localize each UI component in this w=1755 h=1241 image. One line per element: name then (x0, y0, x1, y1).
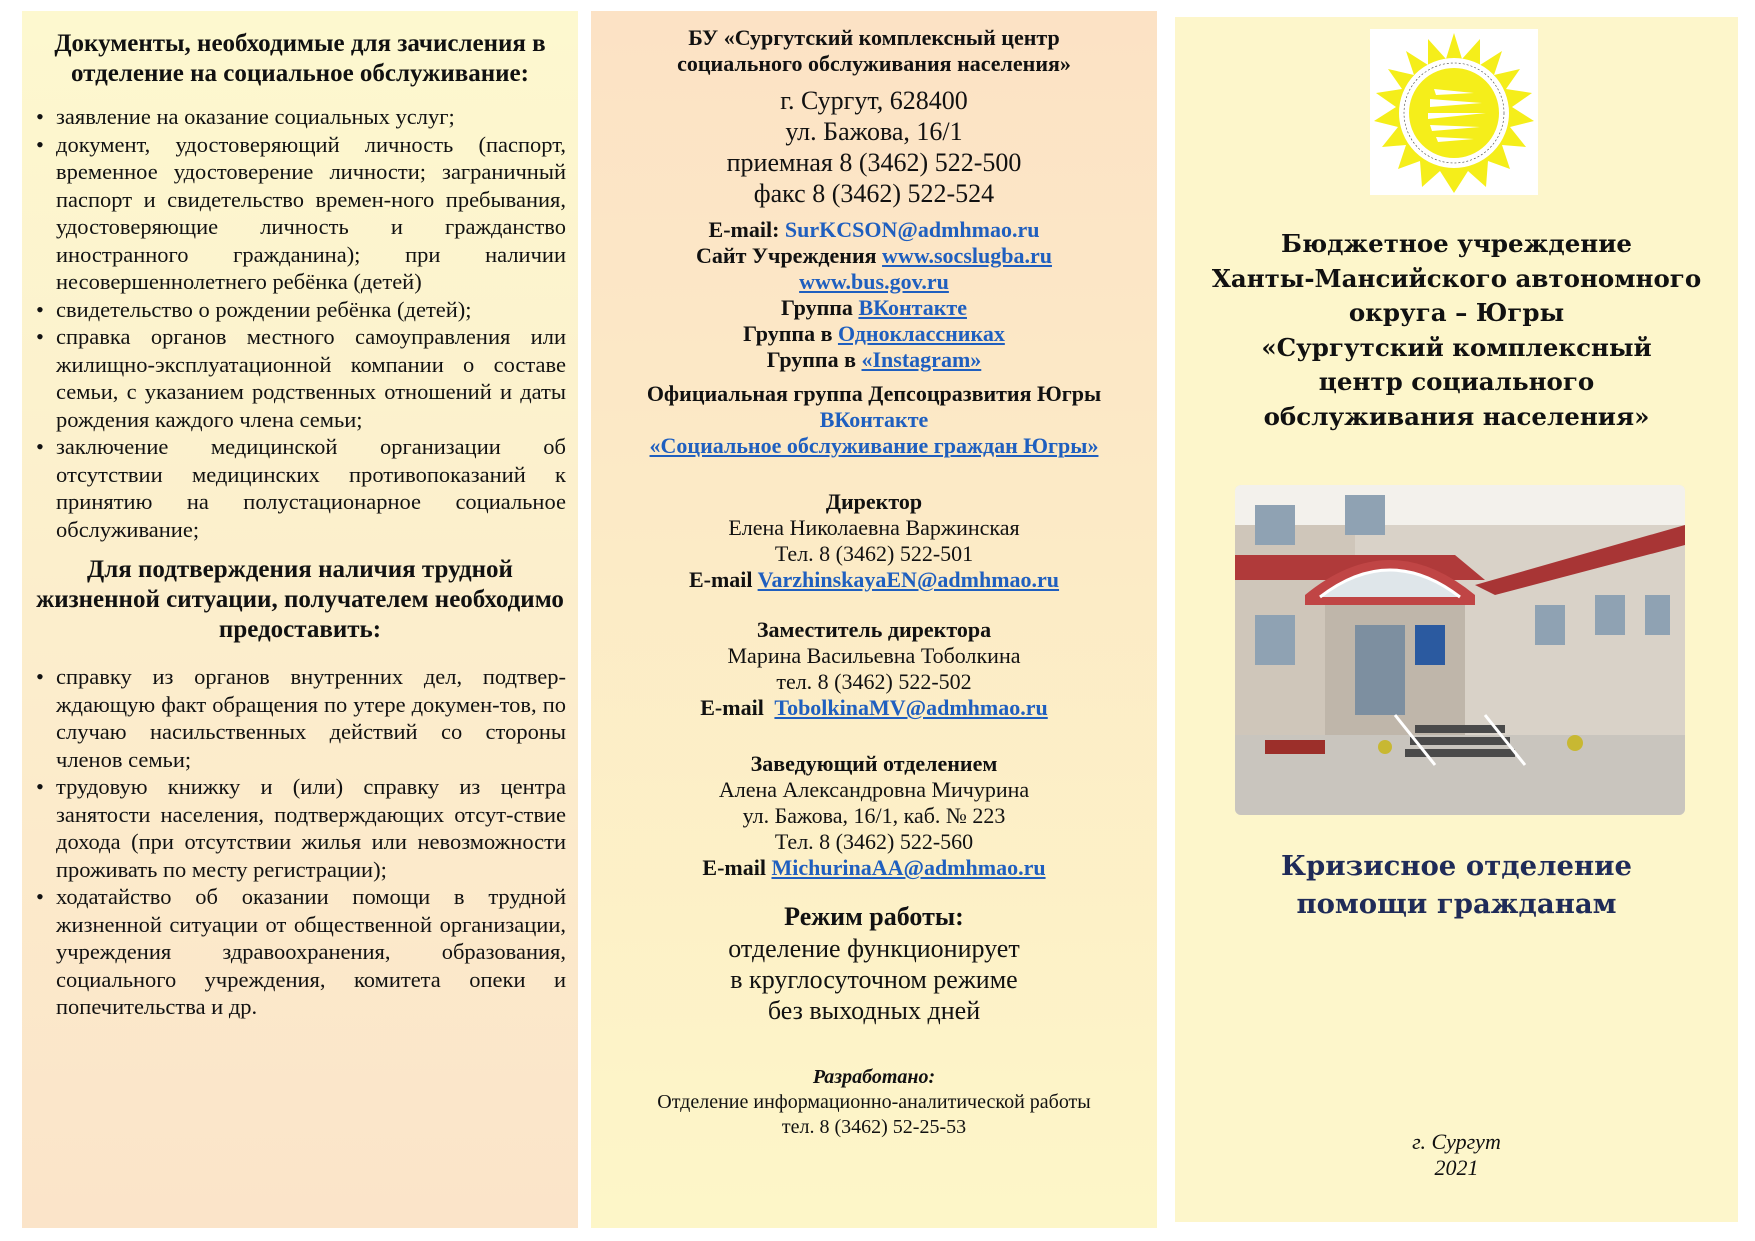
email-label: E-mail (688, 567, 753, 592)
org-line: «Сургутский комплексный (1261, 332, 1652, 362)
org-name-line1: БУ «Сургутский комплексный центр (688, 25, 1060, 50)
director-name: Елена Николаевна Варжинская (728, 515, 1020, 540)
deputy-title: Заместитель директора (756, 617, 992, 642)
head-email-link[interactable]: MichurinaAA@admhmao.ru (771, 855, 1046, 880)
department-title-line1: Кризисное отделение (1281, 850, 1632, 882)
bullet-icon: • (36, 296, 44, 322)
head-title: Заведующий отделением (750, 751, 998, 776)
cover-panel (1175, 17, 1738, 1222)
street: ул. Бажова, 16/1 (785, 117, 963, 146)
director-phone: Тел. 8 (3462) 522-501 (774, 541, 974, 566)
list-item: • ходатайство об оказании помощи в трудной жизненной ситуации от общественной организации, учреждения здравоохранения, образования, социального учреждения, комитета опеки и попечительства и др. (36, 884, 566, 1019)
org-email-link[interactable]: SurKCSON@admhmao.ru (784, 217, 1040, 242)
left-panel (22, 11, 578, 1228)
fax: факс 8 (3462) 522-524 (753, 179, 995, 208)
list-item: • свидетельство о рождении ребёнка (детей); (36, 296, 472, 322)
org-line: округа – Югры (1348, 298, 1565, 327)
list-item: • справку из органов внутренних дел, подтвер-ждающую факт обращения по утере докумен-тов, по случаю насильственных действий со стороны членов семьи; (36, 664, 566, 772)
vk-group-label: Группа (781, 295, 853, 320)
bullet-icon: • (36, 104, 44, 129)
hardship-list (34, 663, 566, 1021)
instagram-link[interactable]: «Instagram» (861, 347, 982, 372)
org-name-line2: социального обслуживания населения» (677, 51, 1071, 76)
list-item: • заключение медицинской организации об отсутствии медицинских противопоказаний к принятию на полустационарное социальное обслуживание; (36, 434, 566, 542)
documents-heading: Документы, необходимые для зачисления в отделение на социальное обслуживание: (54, 30, 546, 87)
schedule-title: Режим работы: (784, 902, 964, 931)
org-line: Бюджетное учреждение (1281, 229, 1632, 258)
credit-block (591, 1065, 1157, 1140)
site-label: Сайт Учреждения (696, 243, 877, 268)
list-item: • справка органов местного самоуправления или жилищно-эксплуатационной компании о составе семьи, с указанием родственных отношений и даты рождения каждого члена семьи; (36, 324, 566, 432)
vk-link[interactable]: ВКонтакте (858, 295, 967, 320)
hardship-heading: Для подтверждения наличия трудной жизненной ситуации, получателем необходимо предоставить: (36, 556, 564, 643)
organization-title (1175, 227, 1738, 434)
list-item: • трудовую книжку и (или) справку из центра занятости населения, подтверждающих отсут-ствие дохода (при отсутствии жилья или невозможности проживать по месту регистрации); (36, 774, 566, 882)
official-group-link[interactable]: «Социальное обслуживание граждан Югры» (649, 433, 1099, 458)
deputy-block (601, 617, 1147, 721)
list-item: • заявление на оказание социальных услуг; (36, 104, 455, 129)
schedule-line: отделение функционирует (728, 934, 1020, 963)
city-label: г. Сургут (1412, 1129, 1501, 1154)
deputy-name: Марина Васильевна Тоболкина (727, 643, 1021, 668)
instagram-group-label: Группа в (766, 347, 856, 372)
deputy-email-link[interactable]: TobolkinaMV@admhmao.ru (774, 695, 1048, 720)
bullet-icon: • (36, 664, 44, 689)
org-line: обслуживания населения» (1263, 401, 1650, 431)
email-label: E-mail (702, 855, 766, 880)
head-phone: Тел. 8 (3462) 522-560 (774, 829, 974, 854)
bullet-icon: • (36, 774, 44, 799)
ok-link[interactable]: Одноклассниках (837, 321, 1005, 346)
official-group-label: Официальная группа Депсоцразвития Югры (646, 381, 1102, 406)
building-photo (1235, 485, 1685, 815)
director-block (601, 489, 1147, 593)
head-name: Алена Александровна Мичурина (718, 777, 1030, 802)
deputy-phone: тел. 8 (3462) 522-502 (776, 669, 972, 694)
list-item: • документ, удостоверяющий личность (паспорт, временное удостоверение личности; заграничный паспорт и свидетельство времен-ного пребывания, удостоверяющие личность и гражданство иностранного гражданина); при наличии несовершеннолетнего ребёнка (детей) (36, 131, 566, 294)
bullet-icon: • (36, 324, 44, 349)
head-block (601, 751, 1147, 881)
schedule-line: без выходных дней (767, 996, 981, 1025)
place-year (1175, 1129, 1738, 1181)
department-title-line2: помощи гражданам (1296, 888, 1617, 920)
schedule-line: в круглосуточном режиме (730, 965, 1018, 994)
email-label: E-mail (700, 695, 764, 720)
reception-phone: приемная 8 (3462) 522-500 (726, 148, 1022, 177)
org-line: центр социального (1318, 367, 1595, 396)
credit-label: Разработано: (812, 1066, 936, 1088)
email-label: E-mail: (708, 217, 780, 242)
official-vk-link[interactable]: ВКонтакте (819, 407, 929, 432)
bullet-icon: • (36, 434, 44, 459)
org-line: Ханты-Мансийского автономного (1211, 263, 1702, 293)
credit-phone: тел. 8 (3462) 52-25-53 (781, 1116, 967, 1138)
documents-list (34, 103, 566, 543)
ok-group-label: Группа в (743, 321, 833, 346)
city: г. Сургут, 628400 (780, 86, 968, 115)
sun-logo-icon (1370, 29, 1538, 195)
contacts-panel (591, 11, 1157, 1228)
director-email-link[interactable]: VarzhinskayaEN@admhmao.ru (757, 567, 1060, 592)
director-title: Директор (825, 489, 923, 514)
bullet-icon: • (36, 131, 44, 157)
head-address: ул. Бажова, 16/1, каб. № 223 (742, 803, 1006, 828)
bullet-icon: • (36, 884, 44, 909)
bus-gov-link[interactable]: www.bus.gov.ru (799, 269, 949, 294)
site-link[interactable]: www.socslugba.ru (882, 243, 1052, 268)
year-label: 2021 (1434, 1155, 1479, 1180)
credit-dept: Отделение информационно-аналитической работы (657, 1091, 1091, 1113)
department-title (1175, 847, 1738, 923)
